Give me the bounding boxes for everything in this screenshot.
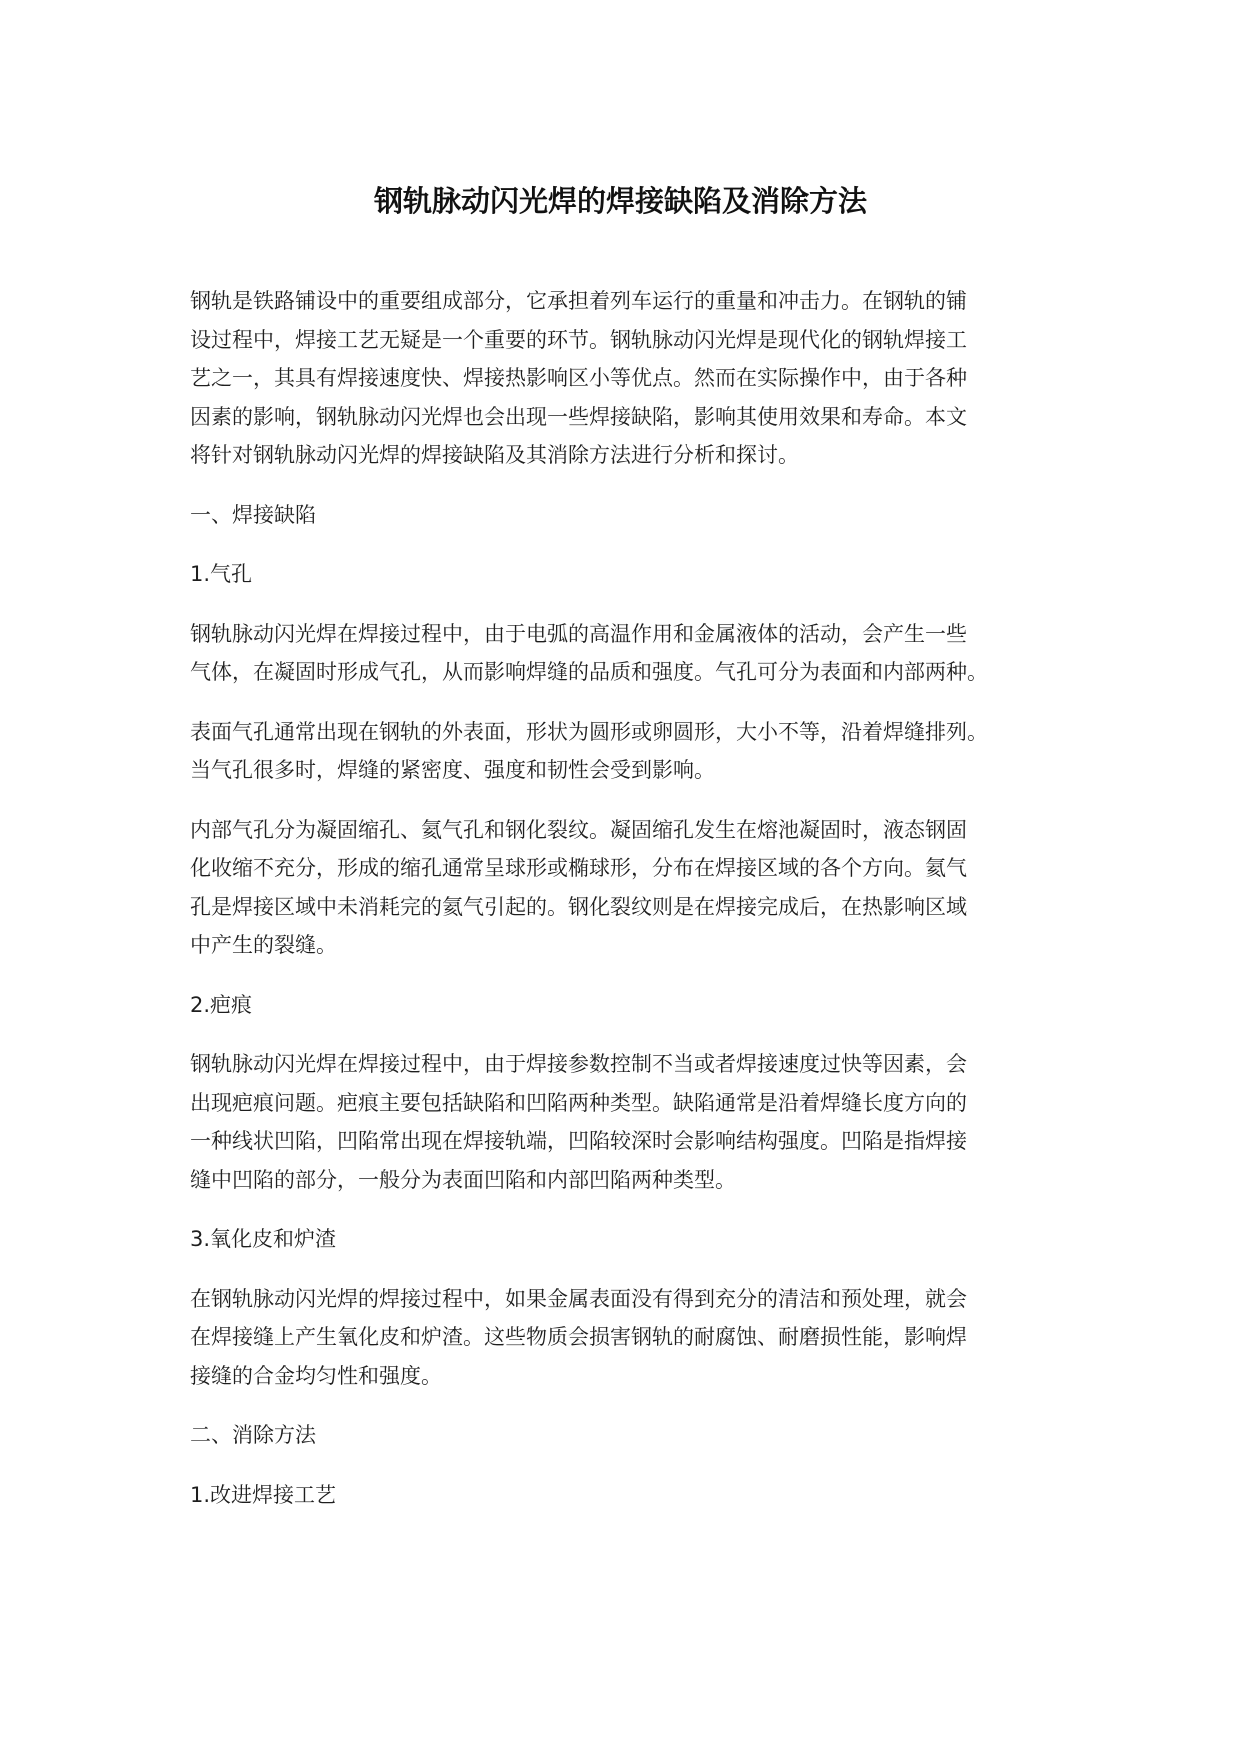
text-line: 钢轨是铁路铺设中的重要组成部分，它承担着列车运行的重量和冲击力。在钢轨的铺 — [190, 289, 967, 313]
porosity-paragraph-2 — [190, 713, 1070, 790]
oxide-slag-paragraph — [190, 1280, 1070, 1396]
document-body — [190, 282, 1070, 1535]
text-line: 艺之一，其具有焊接速度快、焊接热影响区小等优点。然而在实际操作中，由于各种 — [190, 366, 967, 390]
subheading-improve-process: 1.改进焊接工艺 — [190, 1482, 337, 1507]
text-line: 表面气孔通常出现在钢轨的外表面，形状为圆形或卵圆形，大小不等，沿着焊缝排列。 — [190, 719, 988, 744]
text-line: 钢轨脉动闪光焊在焊接过程中，由于电弧的高温作用和金属液体的活动，会产生一些 — [190, 621, 967, 646]
text-line: 接缝的合金均匀性和强度。 — [190, 1363, 442, 1388]
porosity-paragraph-1 — [190, 615, 1070, 692]
text-line: 在钢轨脉动闪光焊的焊接过程中，如果金属表面没有得到充分的清洁和预处理，就会 — [190, 1286, 967, 1311]
subheading-porosity: 1.气孔 — [190, 562, 253, 586]
text-line: 因素的影响，钢轨脉动闪光焊也会出现一些焊接缺陷，影响其使用效果和寿命。本文 — [190, 404, 967, 429]
text-line: 出现疤痕问题。疤痕主要包括缺陷和凹陷两种类型。缺陷通常是沿着焊缝长度方向的 — [190, 1090, 967, 1115]
document-title: 钢轨脉动闪光焊的焊接缺陷及消除方法 — [373, 184, 867, 218]
text-line: 设过程中，焊接工艺无疑是一个重要的环节。钢轨脉动闪光焊是现代化的钢轨焊接工 — [190, 327, 967, 352]
section-heading-defects: 一、焊接缺陷 — [190, 502, 316, 527]
text-line: 孔是焊接区域中未消耗完的氦气引起的。钢化裂纹则是在焊接完成后，在热影响区域 — [190, 894, 967, 919]
text-line: 化收缩不充分，形成的缩孔通常呈球形或椭球形，分布在焊接区域的各个方向。氦气 — [190, 856, 967, 880]
text-line: 在焊接缝上产生氧化皮和炉渣。这些物质会损害钢轨的耐腐蚀、耐磨损性能，影响焊 — [190, 1325, 967, 1349]
subheading-scars: 2.疤痕 — [190, 992, 253, 1017]
text-line: 中产生的裂缝。 — [190, 933, 337, 957]
intro-paragraph — [190, 282, 1070, 475]
porosity-paragraph-3 — [190, 811, 1070, 965]
scars-paragraph — [190, 1045, 1070, 1199]
text-line: 钢轨脉动闪光焊在焊接过程中，由于焊接参数控制不当或者焊接速度过快等因素，会 — [190, 1052, 967, 1076]
text-line: 一种线状凹陷，凹陷常出现在焊接轨端，凹陷较深时会影响结构强度。凹陷是指焊接 — [190, 1129, 967, 1153]
text-line: 气体，在凝固时形成气孔，从而影响焊缝的品质和强度。气孔可分为表面和内部两种。 — [190, 660, 988, 684]
text-line: 内部气孔分为凝固缩孔、氦气孔和钢化裂纹。凝固缩孔发生在熔池凝固时，液态钢固 — [190, 817, 967, 842]
text-line: 当气孔很多时，焊缝的紧密度、强度和韧性会受到影响。 — [190, 758, 715, 782]
text-line: 缝中凹陷的部分，一般分为表面凹陷和内部凹陷两种类型。 — [190, 1167, 736, 1192]
text-line: 将针对钢轨脉动闪光焊的焊接缺陷及其消除方法进行分析和探讨。 — [190, 443, 799, 467]
section-heading-methods: 二、消除方法 — [190, 1423, 316, 1447]
subheading-oxide-slag: 3.氧化皮和炉渣 — [190, 1227, 337, 1251]
